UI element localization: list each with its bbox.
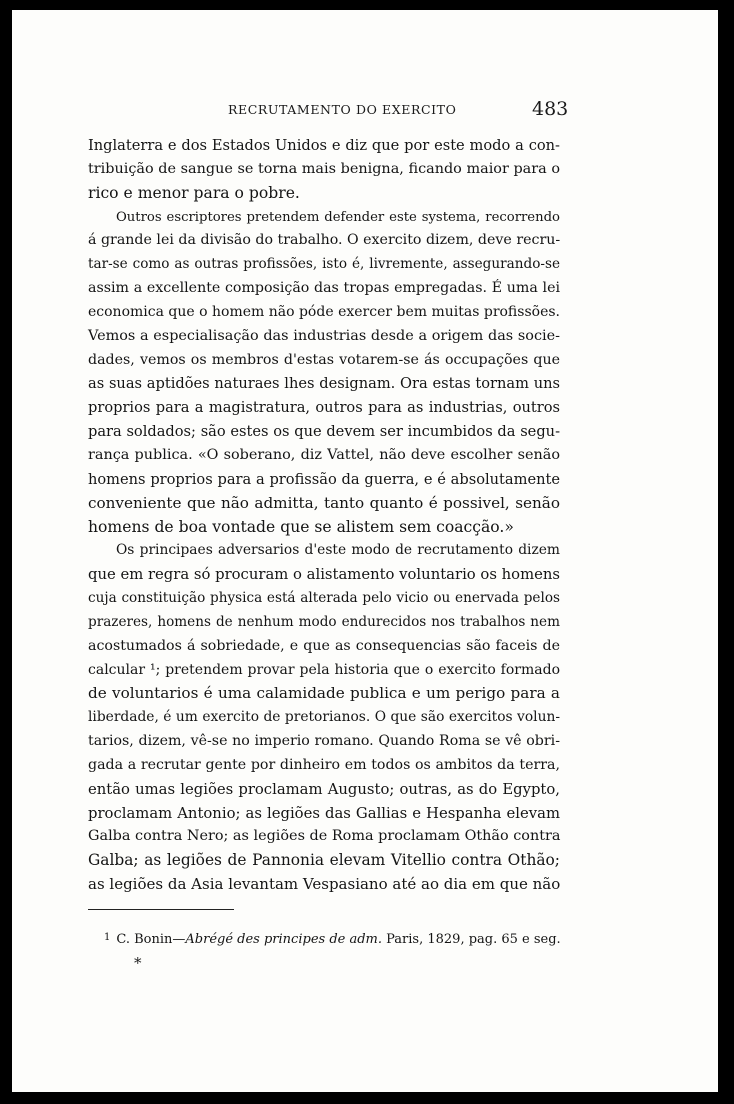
text-line: que em regra só procuram o alistamento voluntario os homens [88,566,560,584]
text-line: dades, vemos os membros d'estas votarem-se ás occupações que [88,351,560,368]
text-line: tribuição de sangue se torna mais benigna, ficando maior para o [88,160,560,177]
text-line: conveniente que não admitta, tanto quanto é possivel, senão [88,493,560,512]
text-line: as legiões da Asia levantam Vespasiano até ao dia em que não [88,875,561,894]
text-line: assim a excellente composição das tropas empregadas. É uma lei [88,280,560,297]
text-line: cuja constituição physica está alterada pelo vicio ou enervada pelos [88,590,560,607]
text-line: Os principaes adversarios d'este modo de recrutamento dizem [116,542,560,559]
text-line: Galba contra Nero; as legiões de Roma proclamam Othão contra [88,828,561,845]
text-line: Inglaterra e dos Estados Unidos e diz que por este modo a con- [88,137,560,154]
footnote-mark: 1 [104,932,111,943]
running-head: RECRUTAMENTO DO EXERCITO [228,102,457,117]
book-page [12,10,718,1092]
footnote-rest: Paris, 1829, pag. 65 e seg. [382,932,561,947]
text-line: então umas legiões proclamam Augusto; outras, as do Egypto, [88,780,560,798]
text-line: economica que o homem não póde exercer bem muitas profissões. [88,303,560,320]
text-line: tar-se como as outras profissões, isto é, livremente, assegurando-se [88,256,560,273]
text-line: para soldados; são estes os que devem ser incumbidos da segu- [88,423,560,441]
footnote-divider [88,909,234,910]
text-line: de voluntarios é uma calamidade publica e um perigo para a [88,684,560,703]
text-line: acostumados á sobriedade, e que as consequencias são faceis de [88,637,560,654]
text-line: liberdade, é um exercito de pretorianos. O que são exercitos volun- [88,709,560,726]
text-line: á grande lei da divisão do trabalho. O exercito dizem, deve recru- [88,232,561,249]
text-line: proclamam Antonio; as legiões das Gallias e Hespanha elevam [88,804,560,822]
footnote-title: Abrégé des principes de adm. [185,932,382,947]
body-text [88,134,560,897]
text-line: as suas aptidões naturaes lhes designam. Ora estas tornam uns [88,375,560,393]
text-line: rico e menor para o pobre. [88,183,300,202]
text-line: Vemos a especialisação das industrias desde a origem das socie- [88,327,560,344]
page-header [12,98,718,122]
signature-mark: * [134,954,142,972]
text-line: homens de boa vontade que se alistem sem coacção.» [88,517,514,536]
text-line: Outros escriptores pretendem defender este systema, recorrendo [116,209,560,225]
text-line: homens proprios para a profissão da guerra, e é absolutamente [88,470,560,488]
footnote-author: C. Bonin— [116,932,186,947]
text-line: calcular ¹; pretendem provar pela historia que o exercito formado [88,661,560,678]
text-line: tarios, dizem, vê-se no imperio romano. Quando Roma se vê obri- [88,733,560,750]
footnote [104,932,561,947]
text-line: proprios para a magistratura, outros para as industrias, outros [88,399,560,417]
text-line: Galba; as legiões de Pannonia elevam Vitellio contra Othão; [88,851,560,870]
text-line: rança publica. «O soberano, diz Vattel, não deve escolher senão [88,446,560,463]
page-number: 483 [532,98,569,120]
text-line: prazeres, homens de nenhum modo endurecidos nos trabalhos nem [88,613,560,630]
text-line: gada a recrutar gente por dinheiro em todos os ambitos da terra, [88,756,560,773]
